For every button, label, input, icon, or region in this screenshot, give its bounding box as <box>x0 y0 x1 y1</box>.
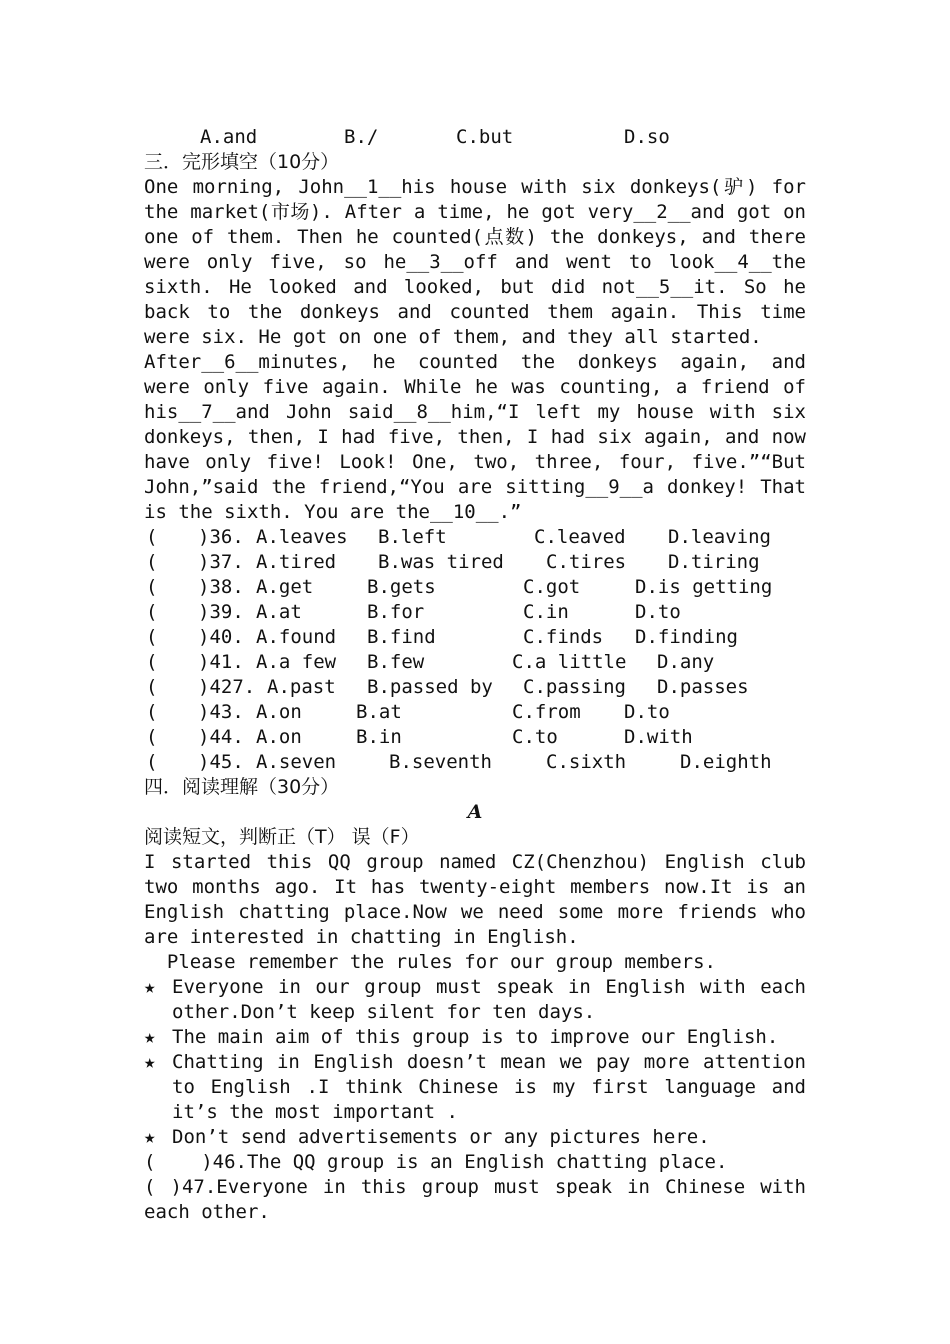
choice-d: D.to <box>624 701 670 723</box>
choice-a: A.tired <box>256 551 337 573</box>
choice-d: D.is getting <box>635 576 773 598</box>
reading-line: I started this QQ group named CZ(Chenzhou) English club <box>144 851 806 873</box>
passage-line: were only five again. While he was counting, a friend of <box>144 376 806 398</box>
choice-a: A.past <box>267 676 336 698</box>
section4-title: 四．阅读理解（30分） <box>144 776 340 798</box>
passage-line: his__7__and John said__8__him,“I left my house with six <box>144 401 806 423</box>
passage-line: donkeys, then, I had five, then, I had six again, and now <box>144 426 806 448</box>
choice-b: B.gets <box>367 576 436 598</box>
choice-c: C.sixth <box>546 751 627 773</box>
choice-b: B.in <box>356 726 402 748</box>
reading-line: Please remember the rules for our group members. <box>144 951 716 973</box>
choice-a: A.on <box>256 701 302 723</box>
question-number: )45. <box>198 751 244 773</box>
rule-line: it’s the most important . <box>172 1101 458 1123</box>
choice-a: A.on <box>256 726 302 748</box>
part-a-label: A <box>467 801 483 823</box>
tf-question: ( )46.The QQ group is an English chatting place. <box>144 1151 728 1173</box>
choice-a: A.get <box>256 576 314 598</box>
reading-line: two months ago. It has twenty-eight members now.It is an <box>144 876 806 898</box>
reading-instruction: 阅读短文，判断正（T） 误（F） <box>144 826 420 848</box>
answer-paren: ( <box>146 651 158 673</box>
question-number: )427. <box>198 676 256 698</box>
option-b: B./ <box>344 126 379 148</box>
choice-a: A.a few <box>256 651 337 673</box>
question-number: )40. <box>198 626 244 648</box>
choice-c: C.in <box>523 601 569 623</box>
passage-line: After__6__minutes, he counted the donkeys again, and <box>144 351 806 373</box>
rule-line: The main aim of this group is to improve our English. <box>172 1026 779 1048</box>
answer-paren: ( <box>146 726 158 748</box>
passage-line: sixth. He looked and looked, but did not__5__it. So he <box>144 276 806 298</box>
rule-line: Don’t send advertisements or any pictures here. <box>172 1126 710 1148</box>
rule-line: to English .I think Chinese is my first language and <box>172 1076 806 1098</box>
rule-line: other.Don’t keep silent for ten days. <box>172 1001 596 1023</box>
passage-line: One morning, John__1__his house with six donkeys(驴) for <box>144 176 806 198</box>
answer-paren: ( <box>146 701 158 723</box>
rule-line: Everyone in our group must speak in English with each <box>172 976 806 998</box>
choice-b: B.at <box>356 701 402 723</box>
question-number: )36. <box>198 526 244 548</box>
choice-d: D.leaving <box>668 526 771 548</box>
rule-line: Chatting in English doesn’t mean we pay more attention <box>172 1051 806 1073</box>
choice-c: C.a little <box>512 651 627 673</box>
passage-line: were six. He got on one of them, and they all started. <box>144 326 762 348</box>
choice-b: B.passed by <box>367 676 493 698</box>
choice-d: D.with <box>624 726 693 748</box>
answer-paren: ( <box>146 626 158 648</box>
tf-question: ( )47.Everyone in this group must speak in Chinese with <box>144 1176 806 1198</box>
choice-b: B.find <box>367 626 436 648</box>
option-a: A.and <box>200 126 258 148</box>
choice-d: D.finding <box>635 626 738 648</box>
answer-paren: ( <box>146 601 158 623</box>
star-icon: ★ <box>144 1026 156 1048</box>
section3-title: 三．完形填空（10分） <box>144 151 340 173</box>
passage-line: have only five! Look! One, two, three, four, five.”“But <box>144 451 806 473</box>
choice-d: D.passes <box>657 676 749 698</box>
choice-c: C.to <box>512 726 558 748</box>
choice-b: B.few <box>367 651 425 673</box>
reading-line: English chatting place.Now we need some more friends who <box>144 901 806 923</box>
choice-b: B.left <box>378 526 447 548</box>
answer-paren: ( <box>146 551 158 573</box>
choice-a: A.found <box>256 626 337 648</box>
choice-c: C.finds <box>523 626 604 648</box>
choice-c: C.tires <box>546 551 627 573</box>
choice-a: A.seven <box>256 751 337 773</box>
star-icon: ★ <box>144 1126 156 1148</box>
star-icon: ★ <box>144 1051 156 1073</box>
reading-line: are interested in chatting in English. <box>144 926 579 948</box>
choice-c: C.leaved <box>534 526 626 548</box>
choice-b: B.was tired <box>378 551 504 573</box>
choice-d: D.tiring <box>668 551 760 573</box>
choice-b: B.for <box>367 601 425 623</box>
question-number: )43. <box>198 701 244 723</box>
choice-d: D.any <box>657 651 715 673</box>
star-icon: ★ <box>144 976 156 998</box>
question-number: )44. <box>198 726 244 748</box>
question-number: )41. <box>198 651 244 673</box>
option-c: C.but <box>456 126 514 148</box>
choice-d: D.eighth <box>680 751 772 773</box>
question-number: )38. <box>198 576 244 598</box>
choice-a: A.leaves <box>256 526 348 548</box>
choice-c: C.got <box>523 576 581 598</box>
option-d: D.so <box>624 126 670 148</box>
answer-paren: ( <box>146 751 158 773</box>
tf-question-continued: each other. <box>144 1201 270 1223</box>
choice-a: A.at <box>256 601 302 623</box>
choice-c: C.passing <box>523 676 626 698</box>
question-number: )39. <box>198 601 244 623</box>
passage-line: the market(市场). After a time, he got very__2__and got on <box>144 201 806 223</box>
question-number: )37. <box>198 551 244 573</box>
passage-line: one of them. Then he counted(点数) the donkeys, and there <box>144 226 806 248</box>
passage-line: were only five, so he__3__off and went to look__4__the <box>144 251 806 273</box>
choice-b: B.seventh <box>389 751 492 773</box>
answer-paren: ( <box>146 526 158 548</box>
passage-line: John,”said the friend,“You are sitting__9__a donkey! That <box>144 476 806 498</box>
answer-paren: ( <box>146 576 158 598</box>
choice-c: C.from <box>512 701 581 723</box>
choice-d: D.to <box>635 601 681 623</box>
passage-line: is the sixth. You are the__10__.” <box>144 501 522 523</box>
passage-line: back to the donkeys and counted them again. This time <box>144 301 806 323</box>
answer-paren: ( <box>146 676 158 698</box>
